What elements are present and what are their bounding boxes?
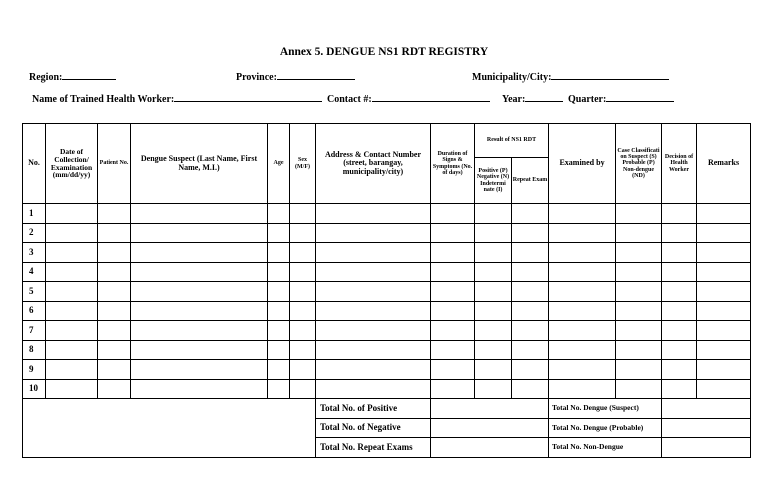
cell-repeat[interactable] bbox=[512, 223, 549, 243]
worker-blank[interactable] bbox=[174, 92, 322, 102]
cell-remarks[interactable] bbox=[697, 262, 751, 282]
cell-remarks[interactable] bbox=[697, 321, 751, 341]
cell-case-class[interactable] bbox=[616, 262, 662, 282]
cell-age[interactable] bbox=[268, 282, 290, 302]
cell-result[interactable] bbox=[475, 301, 512, 321]
cell-sex[interactable] bbox=[290, 243, 316, 263]
cell-suspect[interactable] bbox=[131, 340, 268, 360]
cell-remarks[interactable] bbox=[697, 379, 751, 399]
cell-date[interactable] bbox=[46, 360, 98, 380]
cell-repeat[interactable] bbox=[512, 360, 549, 380]
header-examined: Examined by bbox=[549, 124, 616, 204]
worker-field[interactable] bbox=[32, 92, 322, 105]
cell-address[interactable] bbox=[316, 262, 431, 282]
registry-table bbox=[22, 123, 751, 458]
year-field[interactable] bbox=[502, 92, 563, 105]
cell-decision[interactable] bbox=[662, 301, 697, 321]
cell-duration[interactable] bbox=[431, 379, 475, 399]
cell-decision[interactable] bbox=[662, 204, 697, 224]
page-title: Annex 5. DENGUE NS1 RDT REGISTRY bbox=[279, 46, 489, 58]
cell-patient-no[interactable] bbox=[98, 360, 131, 380]
cell-case-class[interactable] bbox=[616, 223, 662, 243]
cell-duration[interactable] bbox=[431, 262, 475, 282]
total-repeat-value[interactable] bbox=[431, 438, 549, 458]
cell-address[interactable] bbox=[316, 301, 431, 321]
total-negative-value[interactable] bbox=[431, 418, 549, 438]
cell-decision[interactable] bbox=[662, 282, 697, 302]
table-row bbox=[23, 223, 751, 243]
header-result-repeat: Repeat Exam bbox=[512, 158, 549, 204]
cell-patient-no[interactable] bbox=[98, 223, 131, 243]
cell-duration[interactable] bbox=[431, 360, 475, 380]
header-result: Result of NS1 RDT bbox=[475, 124, 549, 158]
cell-case-class[interactable] bbox=[616, 379, 662, 399]
total-nondengue-value[interactable] bbox=[662, 438, 751, 458]
cell-address[interactable] bbox=[316, 204, 431, 224]
cell-decision[interactable] bbox=[662, 262, 697, 282]
table-row bbox=[23, 360, 751, 380]
cell-result[interactable] bbox=[475, 379, 512, 399]
header-decision: Decision of Health Worker bbox=[662, 124, 697, 204]
contact-label: Contact #: bbox=[327, 94, 372, 105]
province-blank[interactable] bbox=[277, 70, 355, 80]
cell-duration[interactable] bbox=[431, 223, 475, 243]
cell-suspect[interactable] bbox=[131, 262, 268, 282]
cell-sex[interactable] bbox=[290, 223, 316, 243]
cell-case-class[interactable] bbox=[616, 204, 662, 224]
cell-date[interactable] bbox=[46, 321, 98, 341]
total-nondengue-label: Total No. Non-Dengue bbox=[549, 438, 662, 458]
cell-result[interactable] bbox=[475, 204, 512, 224]
cell-age[interactable] bbox=[268, 321, 290, 341]
cell-case-class[interactable] bbox=[616, 243, 662, 263]
totals-blank-area bbox=[23, 399, 316, 458]
totals-row-positive bbox=[23, 399, 751, 419]
cell-address[interactable] bbox=[316, 379, 431, 399]
cell-remarks[interactable] bbox=[697, 223, 751, 243]
province-label: Province: bbox=[236, 72, 277, 83]
header-result-pni: Positive (P) Negative (N) Indetermi nate (I) bbox=[475, 158, 512, 204]
cell-repeat[interactable] bbox=[512, 282, 549, 302]
worker-label: Name of Trained Health Worker: bbox=[32, 94, 175, 105]
total-negative-label: Total No. of Negative bbox=[316, 418, 431, 438]
cell-address[interactable] bbox=[316, 223, 431, 243]
cell-suspect[interactable] bbox=[131, 379, 268, 399]
cell-duration[interactable] bbox=[431, 340, 475, 360]
row-number: 5 bbox=[23, 282, 46, 302]
cell-suspect[interactable] bbox=[131, 204, 268, 224]
municipality-field[interactable] bbox=[472, 70, 669, 83]
cell-result[interactable] bbox=[475, 340, 512, 360]
cell-sex[interactable] bbox=[290, 360, 316, 380]
table-row bbox=[23, 204, 751, 224]
cell-address[interactable] bbox=[316, 360, 431, 380]
cell-examined[interactable] bbox=[549, 204, 616, 224]
total-repeat-label: Total No. Repeat Exams bbox=[316, 438, 431, 458]
cell-duration[interactable] bbox=[431, 321, 475, 341]
municipality-blank[interactable] bbox=[551, 70, 669, 80]
cell-patient-no[interactable] bbox=[98, 243, 131, 263]
total-probable-value[interactable] bbox=[662, 418, 751, 438]
quarter-blank[interactable] bbox=[606, 92, 674, 102]
cell-case-class[interactable] bbox=[616, 282, 662, 302]
cell-repeat[interactable] bbox=[512, 262, 549, 282]
cell-examined[interactable] bbox=[549, 282, 616, 302]
header-remarks: Remarks bbox=[697, 124, 751, 204]
cell-duration[interactable] bbox=[431, 204, 475, 224]
cell-repeat[interactable] bbox=[512, 243, 549, 263]
cell-examined[interactable] bbox=[549, 360, 616, 380]
cell-decision[interactable] bbox=[662, 321, 697, 341]
cell-case-class[interactable] bbox=[616, 301, 662, 321]
cell-patient-no[interactable] bbox=[98, 282, 131, 302]
cell-examined[interactable] bbox=[549, 223, 616, 243]
cell-duration[interactable] bbox=[431, 282, 475, 302]
cell-duration[interactable] bbox=[431, 243, 475, 263]
table-row bbox=[23, 340, 751, 360]
total-suspect-label: Total No. Dengue (Suspect) bbox=[549, 399, 662, 419]
cell-remarks[interactable] bbox=[697, 301, 751, 321]
row-number: 7 bbox=[23, 321, 46, 341]
cell-repeat[interactable] bbox=[512, 301, 549, 321]
cell-case-class[interactable] bbox=[616, 360, 662, 380]
cell-duration[interactable] bbox=[431, 301, 475, 321]
cell-remarks[interactable] bbox=[697, 360, 751, 380]
cell-patient-no[interactable] bbox=[98, 262, 131, 282]
cell-remarks[interactable] bbox=[697, 282, 751, 302]
header-suspect: Dengue Suspect (Last Name, First Name, M.I.) bbox=[131, 124, 268, 204]
cell-age[interactable] bbox=[268, 204, 290, 224]
cell-sex[interactable] bbox=[290, 204, 316, 224]
cell-sex[interactable] bbox=[290, 282, 316, 302]
cell-repeat[interactable] bbox=[512, 204, 549, 224]
cell-suspect[interactable] bbox=[131, 360, 268, 380]
cell-remarks[interactable] bbox=[697, 204, 751, 224]
header-address: Address & Contact Number (street, barangay, municipality/city) bbox=[316, 124, 431, 204]
cell-age[interactable] bbox=[268, 262, 290, 282]
cell-patient-no[interactable] bbox=[98, 204, 131, 224]
quarter-field[interactable] bbox=[568, 92, 674, 105]
region-label: Region: bbox=[29, 72, 63, 83]
table-row bbox=[23, 262, 751, 282]
header-age: Age bbox=[268, 124, 290, 204]
total-probable-label: Total No. Dengue (Probable) bbox=[549, 418, 662, 438]
quarter-label: Quarter: bbox=[568, 94, 607, 105]
total-positive-value[interactable] bbox=[431, 399, 549, 419]
header-patient-no: Patient No. bbox=[98, 124, 131, 204]
municipality-label: Municipality/City: bbox=[472, 72, 552, 83]
region-field[interactable] bbox=[29, 70, 116, 83]
cell-decision[interactable] bbox=[662, 223, 697, 243]
table-row bbox=[23, 243, 751, 263]
cell-sex[interactable] bbox=[290, 379, 316, 399]
cell-date[interactable] bbox=[46, 243, 98, 263]
cell-examined[interactable] bbox=[549, 243, 616, 263]
header-case-class: Case Classificati on Suspect (S) Probable (P) Non-dengue (ND) bbox=[616, 124, 662, 204]
cell-repeat[interactable] bbox=[512, 321, 549, 341]
cell-remarks[interactable] bbox=[697, 243, 751, 263]
cell-sex[interactable] bbox=[290, 262, 316, 282]
row-number: 10 bbox=[23, 379, 46, 399]
cell-repeat[interactable] bbox=[512, 379, 549, 399]
cell-patient-no[interactable] bbox=[98, 321, 131, 341]
total-suspect-value[interactable] bbox=[662, 399, 751, 419]
cell-address[interactable] bbox=[316, 282, 431, 302]
year-blank[interactable] bbox=[525, 92, 563, 102]
table-row bbox=[23, 321, 751, 341]
cell-age[interactable] bbox=[268, 379, 290, 399]
cell-age[interactable] bbox=[268, 360, 290, 380]
header-row bbox=[23, 124, 751, 158]
cell-remarks[interactable] bbox=[697, 340, 751, 360]
cell-address[interactable] bbox=[316, 321, 431, 341]
cell-suspect[interactable] bbox=[131, 223, 268, 243]
cell-decision[interactable] bbox=[662, 340, 697, 360]
total-positive-label: Total No. of Positive bbox=[316, 399, 431, 419]
row-number: 3 bbox=[23, 243, 46, 263]
cell-suspect[interactable] bbox=[131, 282, 268, 302]
row-number: 8 bbox=[23, 340, 46, 360]
cell-address[interactable] bbox=[316, 243, 431, 263]
table-row bbox=[23, 379, 751, 399]
cell-date[interactable] bbox=[46, 282, 98, 302]
cell-examined[interactable] bbox=[549, 340, 616, 360]
cell-result[interactable] bbox=[475, 243, 512, 263]
cell-result[interactable] bbox=[475, 282, 512, 302]
cell-case-class[interactable] bbox=[616, 321, 662, 341]
cell-sex[interactable] bbox=[290, 340, 316, 360]
row-number: 1 bbox=[23, 204, 46, 224]
row-number: 4 bbox=[23, 262, 46, 282]
row-number: 2 bbox=[23, 223, 46, 243]
cell-examined[interactable] bbox=[549, 301, 616, 321]
cell-case-class[interactable] bbox=[616, 340, 662, 360]
cell-suspect[interactable] bbox=[131, 321, 268, 341]
province-field[interactable] bbox=[236, 70, 355, 83]
cell-examined[interactable] bbox=[549, 321, 616, 341]
cell-result[interactable] bbox=[475, 262, 512, 282]
cell-age[interactable] bbox=[268, 223, 290, 243]
cell-age[interactable] bbox=[268, 340, 290, 360]
cell-age[interactable] bbox=[268, 243, 290, 263]
cell-suspect[interactable] bbox=[131, 243, 268, 263]
cell-date[interactable] bbox=[46, 223, 98, 243]
contact-blank[interactable] bbox=[372, 92, 490, 102]
table-row bbox=[23, 301, 751, 321]
cell-patient-no[interactable] bbox=[98, 340, 131, 360]
cell-date[interactable] bbox=[46, 340, 98, 360]
year-label: Year: bbox=[502, 94, 526, 105]
row-number: 6 bbox=[23, 301, 46, 321]
cell-examined[interactable] bbox=[549, 379, 616, 399]
cell-patient-no[interactable] bbox=[98, 301, 131, 321]
cell-examined[interactable] bbox=[549, 262, 616, 282]
table-row bbox=[23, 282, 751, 302]
cell-sex[interactable] bbox=[290, 301, 316, 321]
cell-decision[interactable] bbox=[662, 360, 697, 380]
cell-repeat[interactable] bbox=[512, 340, 549, 360]
cell-sex[interactable] bbox=[290, 321, 316, 341]
cell-patient-no[interactable] bbox=[98, 379, 131, 399]
header-sex: Sex (M/F) bbox=[290, 124, 316, 204]
header-date: Date of Collection/ Examination (mm/dd/yy) bbox=[46, 124, 98, 204]
cell-result[interactable] bbox=[475, 360, 512, 380]
cell-result[interactable] bbox=[475, 223, 512, 243]
cell-age[interactable] bbox=[268, 301, 290, 321]
row-number: 9 bbox=[23, 360, 46, 380]
header-duration: Duration of Signs & Symptoms (No. of days) bbox=[431, 124, 475, 204]
cell-date[interactable] bbox=[46, 379, 98, 399]
cell-decision[interactable] bbox=[662, 379, 697, 399]
cell-decision[interactable] bbox=[662, 243, 697, 263]
cell-suspect[interactable] bbox=[131, 301, 268, 321]
header-no: No. bbox=[23, 124, 46, 204]
cell-date[interactable] bbox=[46, 262, 98, 282]
cell-date[interactable] bbox=[46, 301, 98, 321]
cell-result[interactable] bbox=[475, 321, 512, 341]
region-blank[interactable] bbox=[62, 70, 116, 80]
cell-date[interactable] bbox=[46, 204, 98, 224]
cell-address[interactable] bbox=[316, 340, 431, 360]
contact-field[interactable] bbox=[327, 92, 490, 105]
